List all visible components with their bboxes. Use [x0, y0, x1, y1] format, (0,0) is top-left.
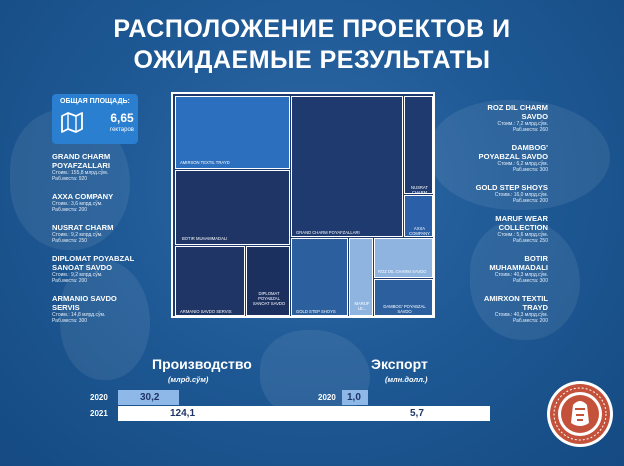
- company-name: MUHAMMADALI: [489, 263, 548, 272]
- company-name: SANOAT SAVDO: [52, 263, 113, 272]
- production-year-2020: 2020: [90, 393, 108, 402]
- export-bar-2021: [342, 406, 490, 421]
- page-title: [0, 14, 624, 76]
- title-line-2: ОЖИДАЕМЫЕ РЕЗУЛЬТАТЫ: [133, 46, 491, 74]
- company-jobs: Раб.места: 300: [512, 167, 548, 173]
- title-line-1: РАСПОЛОЖЕНИЕ ПРОЕКТОВ И: [113, 15, 511, 43]
- total-area-label: ОБЩАЯ ПЛОЩАДЬ:: [60, 98, 130, 105]
- company-name: ROZ DIL CHARM: [487, 103, 548, 112]
- company-item: [438, 294, 548, 324]
- company-item: [438, 143, 548, 173]
- company-item: [52, 294, 162, 324]
- company-jobs: Раб.места: 300: [52, 318, 88, 324]
- production-subtitle: (млрд.сўм): [168, 375, 209, 384]
- production-year-2021: 2021: [90, 409, 108, 418]
- company-jobs: Раб.места: 200: [512, 318, 548, 324]
- plot-label: DAMBOG' POYABZAL SAVDO: [383, 304, 426, 314]
- plot-amirxon[interactable]: [175, 96, 290, 169]
- plot-grand-charm[interactable]: [291, 96, 403, 237]
- plot-label: GOLD STEP SHOYS: [296, 309, 336, 314]
- total-area-value: 6,65: [110, 111, 134, 125]
- company-name: POYAFZALLARI: [52, 161, 110, 170]
- company-name: AXXA COMPANY: [52, 192, 114, 201]
- company-cost: Стоим.: 14,8 млрд.сўм.: [52, 312, 106, 318]
- company-jobs: Раб.места: 250: [512, 238, 548, 244]
- company-item: [438, 183, 548, 204]
- plot-label: NUSRAT CHARM: [411, 185, 428, 195]
- company-name: GRAND CHARM: [52, 152, 111, 161]
- company-cost: Стоим.: 7,2 млрд.сўм.: [497, 121, 548, 127]
- company-name: SAVDO: [521, 112, 548, 121]
- plot-nusrat[interactable]: [404, 96, 433, 194]
- production-value-2020: 30,2: [140, 392, 160, 403]
- company-name: TRAYD: [522, 303, 548, 312]
- company-jobs: Раб.места: 200: [52, 278, 88, 284]
- plot-dambog[interactable]: [374, 279, 433, 316]
- left-company-list: [52, 152, 162, 334]
- company-name: NUSRAT CHARM: [52, 223, 114, 232]
- plot-maruf[interactable]: [349, 238, 373, 316]
- company-name: BOTIR: [524, 254, 548, 263]
- company-item: [52, 192, 162, 213]
- production-title: Производство: [152, 356, 252, 372]
- plot-label: AMIRXON TEXTIL TRAYD: [180, 160, 230, 165]
- company-item: [52, 152, 162, 182]
- total-area-card: [52, 94, 138, 144]
- company-cost: Стоим.: 9,2 млрд.сўм.: [52, 272, 103, 278]
- plot-roz-dil[interactable]: [374, 238, 433, 278]
- export-value-2021: 5,7: [410, 408, 424, 419]
- plot-label: GRAND CHARM POYAFZALLARI: [296, 230, 360, 235]
- company-item: [52, 223, 162, 244]
- company-name: AMIRXON TEXTIL: [483, 294, 548, 303]
- plot-gold-step[interactable]: [291, 238, 348, 316]
- plot-label: ARMANIO SAVDO SERVIS: [180, 309, 232, 314]
- company-name: POYABZAL SAVDO: [478, 152, 548, 161]
- plot-axxa[interactable]: [404, 195, 433, 237]
- company-item: [52, 254, 162, 284]
- plot-label: AXXA COMPANY: [409, 226, 430, 236]
- export-value-2020: 1,0: [347, 392, 361, 403]
- plot-armanio[interactable]: [175, 246, 245, 316]
- company-cost: Стоим.: 155,8 млрд.сўм.: [52, 170, 109, 176]
- company-cost: Стоим.: 6,2 млрд.сўм.: [497, 161, 548, 167]
- company-cost: Стоим.: 9,2 млрд.сўм.: [52, 232, 103, 238]
- company-jobs: Раб.места: 920: [52, 176, 88, 182]
- company-jobs: Раб.места: 250: [52, 238, 88, 244]
- total-area-unit: гектаров: [110, 127, 134, 133]
- company-jobs: Раб.места: 200: [52, 207, 88, 213]
- organization-logo: [545, 379, 615, 449]
- export-year-2020: 2020: [318, 393, 336, 402]
- company-cost: Стоим.: 16,0 млрд.сўм.: [494, 192, 548, 198]
- company-jobs: Раб.места: 260: [512, 127, 548, 133]
- company-name: COLLECTION: [498, 223, 548, 232]
- company-name: GOLD STEP SHOYS: [475, 183, 548, 192]
- export-year-2021: 2021: [318, 409, 336, 418]
- plot-botir[interactable]: [175, 170, 290, 245]
- company-cost: Стоим.: 3,6 млрд.сўм.: [52, 201, 103, 207]
- export-bar-2020: [342, 390, 368, 405]
- plot-label: BOTIR MUHAMMADALI: [182, 236, 228, 241]
- company-cost: Стоим.: 40,3 млрд.сўм.: [494, 272, 548, 278]
- company-item: [438, 214, 548, 244]
- company-name: ARMANIO SAVDO: [52, 294, 117, 303]
- export-subtitle: (млн.долл.): [385, 375, 428, 384]
- company-jobs: Раб.места: 200: [512, 198, 548, 204]
- company-cost: Стоим.: 40,3 млрд.сўм.: [494, 312, 548, 318]
- plot-label: MARUF LE...: [354, 301, 370, 311]
- map-icon: [60, 111, 84, 133]
- plot-label: ROZ DIL CHARM SAVDO: [378, 269, 427, 274]
- company-jobs: Раб.места: 300: [512, 278, 548, 284]
- plot-label: DIPLOMAT POYABZAL SANOAT SAVDO: [252, 291, 286, 306]
- company-name: SERVIS: [52, 303, 80, 312]
- plot-diplomat[interactable]: [246, 246, 290, 316]
- production-value-2021: 124,1: [170, 408, 196, 419]
- right-company-list: [438, 103, 548, 334]
- site-plan: [171, 92, 435, 318]
- company-name: DAMBOG': [511, 143, 548, 152]
- company-item: [438, 103, 548, 133]
- company-cost: Стоим.: 5,6 млрд.сўм.: [497, 232, 548, 238]
- export-title: Экспорт: [371, 356, 428, 372]
- company-name: DIPLOMAT POYABZAL: [52, 254, 135, 263]
- production-bar-2020: [118, 390, 179, 405]
- company-name: MARUF WEAR: [495, 214, 548, 223]
- company-item: [438, 254, 548, 284]
